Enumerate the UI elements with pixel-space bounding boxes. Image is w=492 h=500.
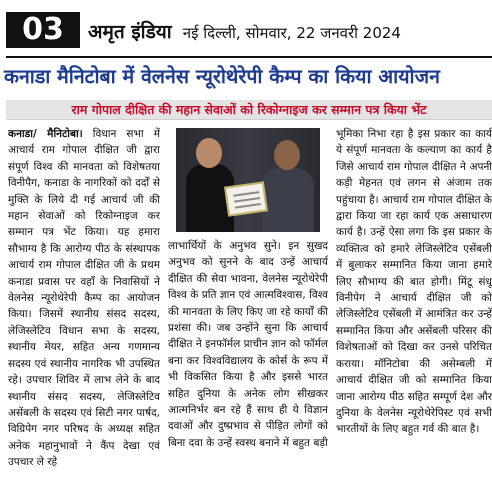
certificate-line <box>234 197 260 203</box>
photo-person-left-head <box>196 138 222 168</box>
masthead <box>0 12 492 48</box>
column-1-text: विधान सभा में आचार्य राम गोपाल दीक्षित जी द्वारा संपूर्ण विश्व की मानवता को विशेषतया विनीपैग, कनाडा के नागरिकों को दर्दों से मुक्ति के लिये दी गई आचार्य जी की महान सेवाओं को रिकोग्नाइज कर सम्मान पत्र भेंट किया। यह हमारा सौभाग्य है कि आरोग्य पीठ के संस्थापक आचार्य राम गोपाल दीक्षित जी के प्रथम कनाडा प्रवास पर वहाँ के निवासियों ने वेलनेस न्यूरोथेरेपी कैम्प का आयोजन किया। जिसमें स्थानीय संसद सदस्य, लेजिस्लेटिव विधान सभा के सदस्य, स्थानीय मेयर, सहित अन्य गणमान्य सदस्य एवं स्थानीय नागरिक भी उपस्थित रहे। उपचार शिविर में लाभ लेने के बाद स्थानीय संसद सदस्य, लेजिस्लेटिव असेंबली के सदस्य एवं सिटी नगर पार्षद, विग्रिपेग नगर परिषद के अध्यक्ष सहित अनेक महानुभावों ने कैंप देखा एवं उपचार ले रहे <box>8 128 160 469</box>
article-column-3 <box>336 126 492 500</box>
column-2-text: लाभार्थियों के अनुभव सुने। इन सुखद अनुभव को सुनने के बाद उन्हें आचार्य दीक्षित की सेवा भावना, वेलनेस न्यूरोथेरेपी विश्व के प्रति ज्ञान एवं आत्मविश्वास, विश्व की मानवता के लिए किए जा रहे कार्यों की प्रशंसा की। जब उन्होंने सुना कि आचार्य दीक्षित ने इनफॉर्मल प्राचीन ज्ञान को फॉर्मल बना कर विश्वविद्यालय के कोर्स के रूप में भी विकसित किया है और इससे भारत सहित दुनिया के अनेक लोग सीखकर आत्मनिर्भर बन रहे हैं साथ ही ये विज्ञान दवाओं और दुष्प्रभाव से पीड़ित लोगों को बिना दवा के उन्हें स्वस्थ बनाने में बहुत बड़ी <box>168 240 328 449</box>
certificate-line <box>233 191 259 197</box>
column-3-text: भूमिका निभा रहा है इस प्रकार का कार्य ये संपूर्ण मानवता के कल्याण का कार्य है जिसे आचार्य राम गोपाल दीक्षित ने अपनी कड़ी मेहनत एवं लगन से अंजाम तक पहुंचाया है। आचार्य राम गोपाल दीक्षित के द्वारा किया जा रहा कार्य एक असाधारण कार्य है। उन्हें ऐसा लगा कि इस प्रकार के व्यक्तित्व को हमारे लेजिस्लेटिव एसेंबली में बुलाकर सम्मानित किया जाना हमारे लिए सौभाग्य की बात होगी। मिंटू संधू विनीपेग ने आचार्य दीक्षित जी को लेजिस्लेटिव एसेंबली में आमंत्रित कर उन्हें सम्मानित किया और असेंबली परिसर की विशेषताओं को दिखा कर उनसे परिचित कराया। मॉनिटोबा की असेम्बली में आचार्य दीक्षित जी को सम्मानित किया जाना आरोग्य पीठ सहित सम्पूर्ण देश और दुनिया के वेलनेस न्यूरोथेरेपिस्ट एवं सभी भारतीयों के लिए बहुत गर्व की बात है। <box>336 128 492 436</box>
page-number: 03 <box>6 12 80 48</box>
article-headline: कनाडा मैनिटोबा में वेलनेस न्यूरोथेरेपी कैम्प का किया आयोजन <box>4 65 440 88</box>
photo-person-right-head <box>274 140 300 170</box>
masthead-rule <box>6 56 492 58</box>
article-photo <box>176 128 320 232</box>
masthead-text <box>88 18 401 44</box>
article-subheadline: राम गोपाल दीक्षित की महान सेवाओं को रिकोग्नाइज कर सम्मान पत्र किया भेंट <box>6 100 492 120</box>
photo-certificate <box>224 181 268 216</box>
article-column-1 <box>8 126 160 500</box>
photo-person-right <box>262 168 314 232</box>
dateline: नई दिल्ली, सोमवार, 22 जनवरी 2024 <box>182 24 401 42</box>
article-column-2 <box>168 238 328 500</box>
certificate-line <box>235 203 261 209</box>
article-dateline-lead: कनाडा/ मैनिटोबा। <box>8 128 83 140</box>
paper-name: अमृत इंडिया <box>88 21 172 43</box>
